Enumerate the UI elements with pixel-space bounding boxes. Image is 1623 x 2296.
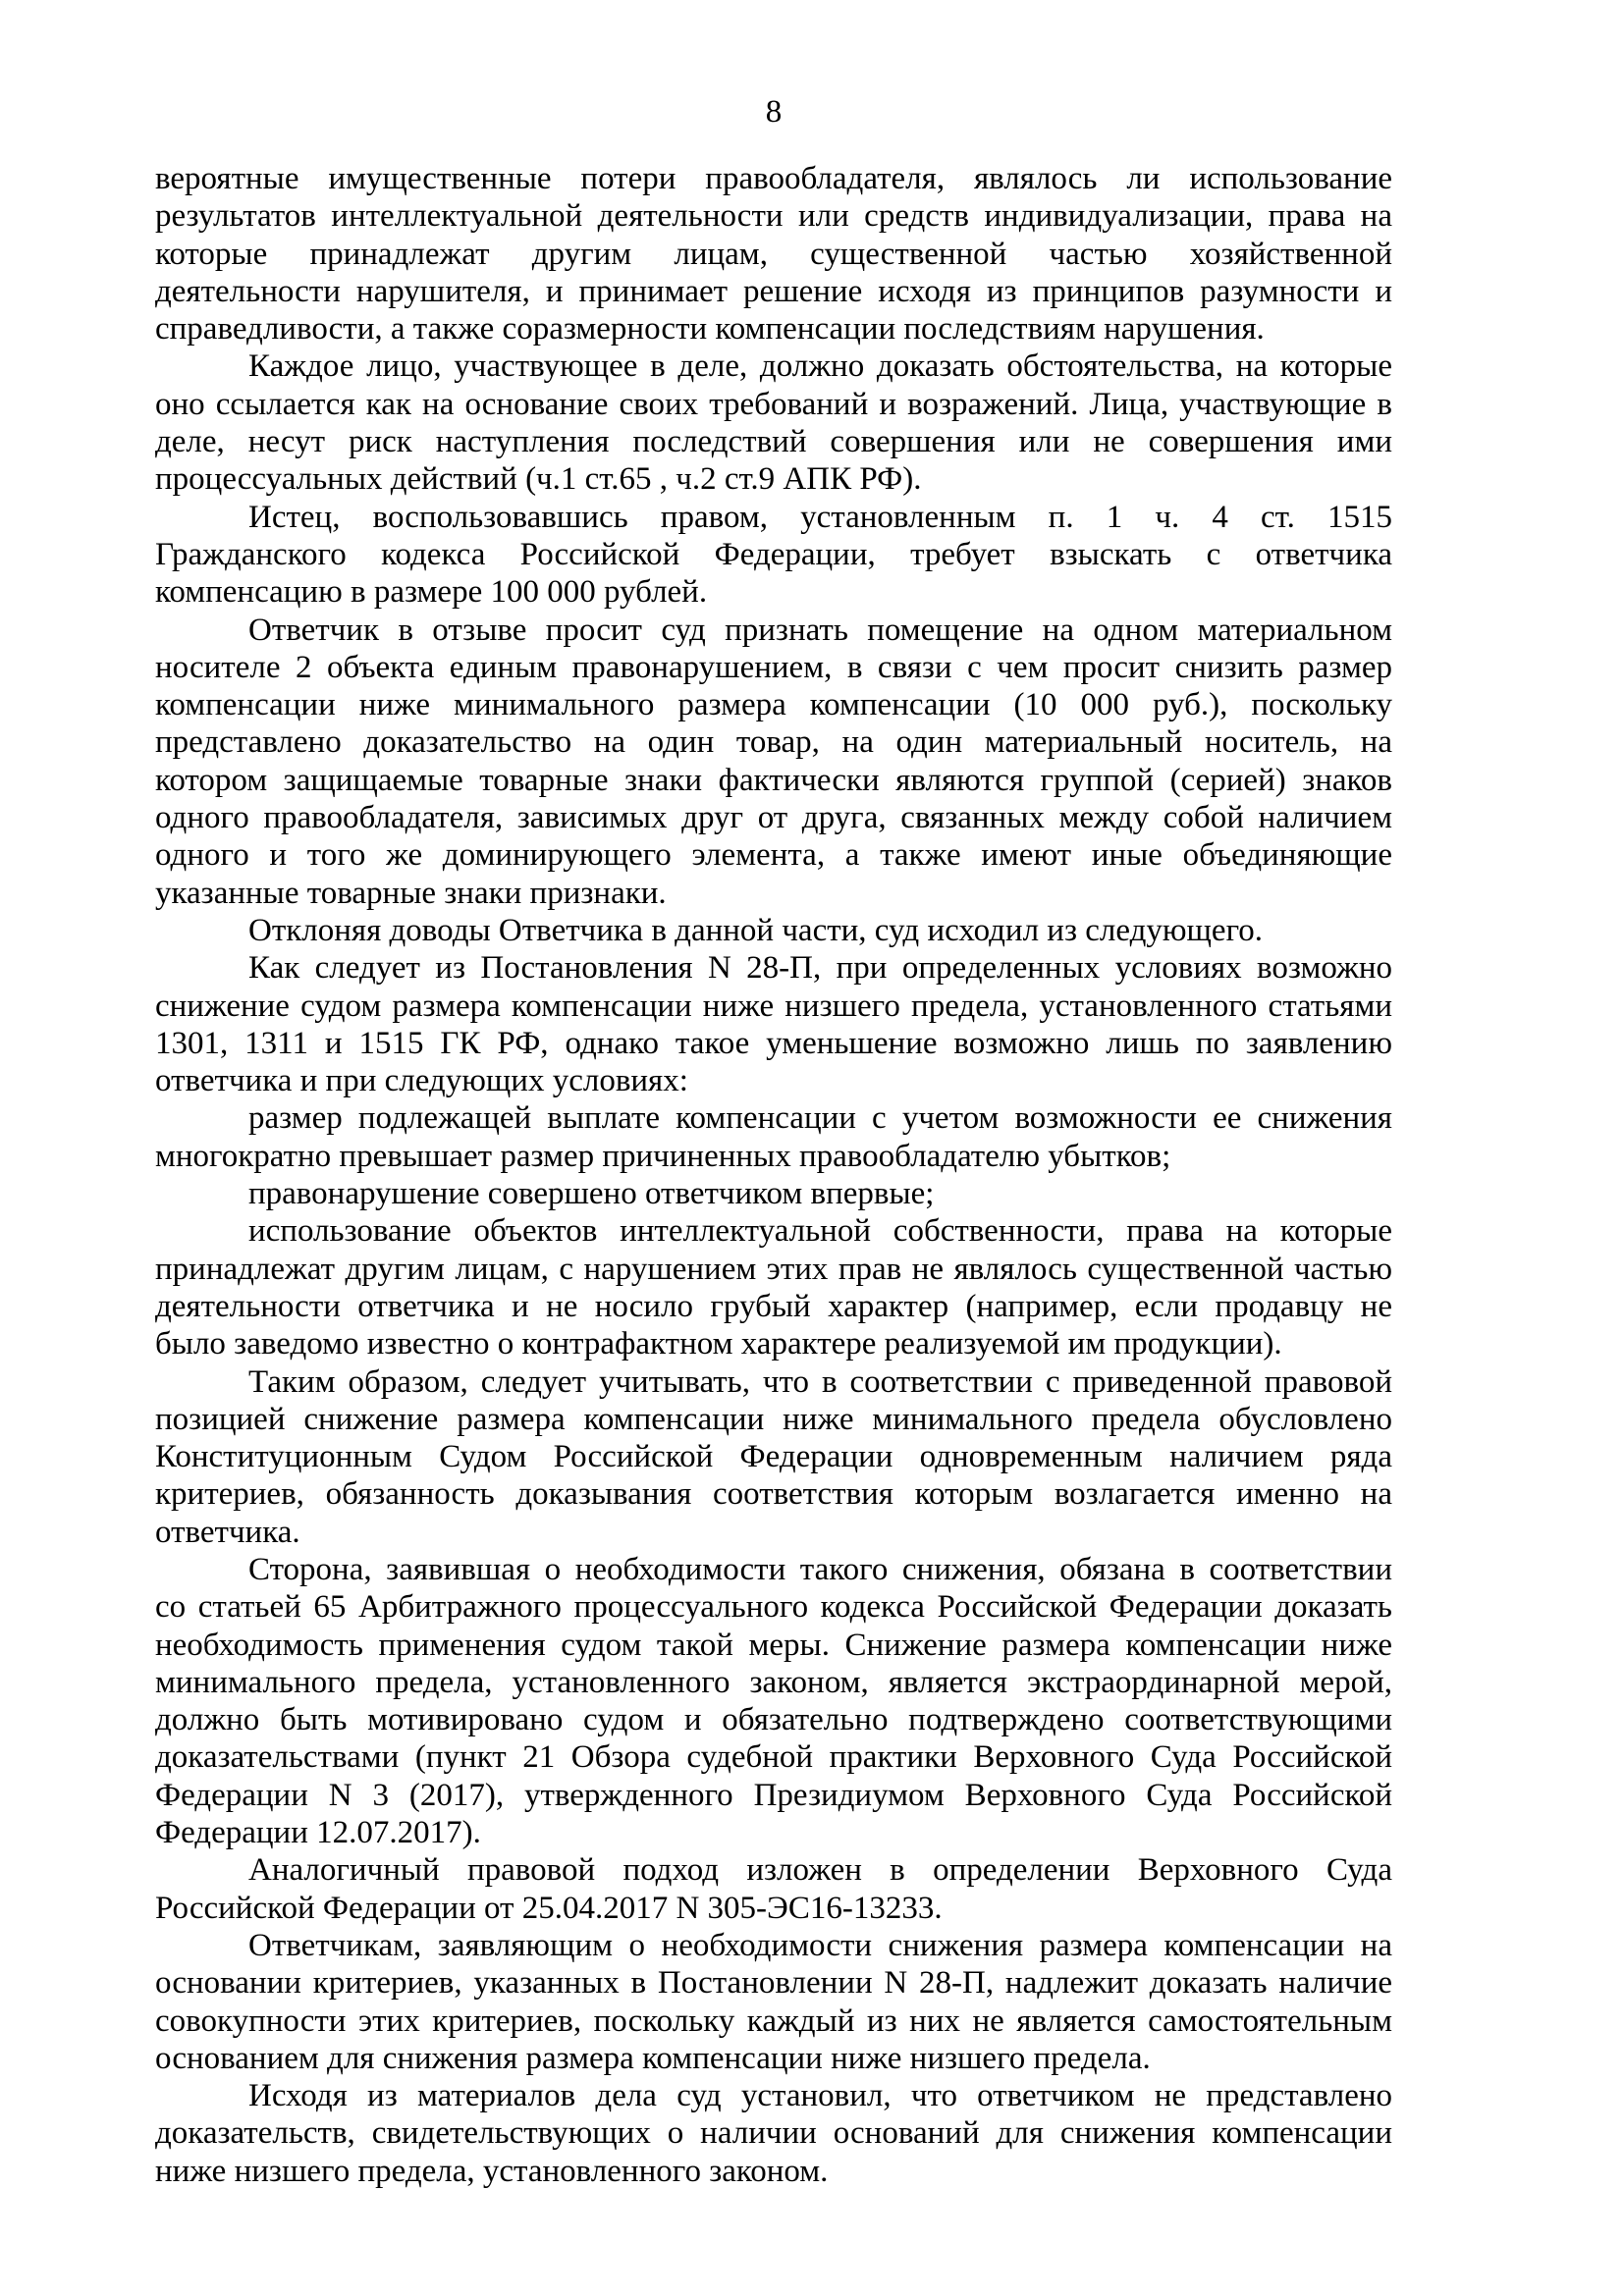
paragraph	[155, 1099, 1392, 1175]
text-line: деятельности ответчика и не носило грубый характер (например, если продавцу не	[155, 1288, 1392, 1324]
paragraph	[155, 1175, 1392, 1212]
text-line: Сторона, заявившая о необходимости такого снижения, обязана в соответствии	[248, 1551, 1392, 1587]
text-line: представлено доказательство на один товар, на один материальный носитель, на	[155, 724, 1392, 761]
text-line: Федерации 12.07.2017).	[155, 1815, 481, 1851]
text-line: Российской Федерации от 25.04.2017 N 305-ЭС16-13233.	[155, 1890, 943, 1926]
text-line: принадлежат другим лицам, с нарушением этих прав не являлось существенной частью	[155, 1251, 1392, 1287]
text-line: ответчика и при следующих условиях:	[155, 1063, 688, 1099]
paragraph	[155, 1212, 1392, 1362]
text-line: основанием для снижения размера компенсации ниже низшего предела.	[155, 2040, 1151, 2076]
text-line: Как следует из Постановления N 28-П, при определенных условиях возможно	[248, 950, 1392, 987]
text-line: Исходя из материалов дела суд установил, что ответчиком не представлено	[248, 2078, 1392, 2114]
text-line: Ответчик в отзыве просит суд признать помещение на одном материальном	[248, 612, 1392, 648]
text-line: необходимость применения судом такой меры. Снижение размера компенсации ниже	[155, 1627, 1392, 1663]
text-line: носителе 2 объекта единым правонарушением, в связи с чем просит снизить размер	[155, 649, 1392, 685]
paragraph	[155, 499, 1392, 612]
text-line: деятельности нарушителя, и принимает решение исходя из принципов разумности и	[155, 273, 1392, 309]
text-line: критериев, обязанность доказывания соответствия которым возлагается именно на	[155, 1476, 1392, 1513]
text-line: вероятные имущественные потери правообладателя, являлось ли использование	[155, 161, 1392, 196]
text-line: Отклоняя доводы Ответчика в данной части, суд исходил из следующего.	[248, 912, 1264, 948]
text-line: позицией снижение размера компенсации ниже минимального предела обусловлено	[155, 1401, 1392, 1437]
text-line: одного правообладателя, зависимых друг от друга, связанных между собой наличием	[155, 800, 1392, 836]
text-line: компенсацию в размере 100 000 рублей.	[155, 574, 708, 611]
text-line: справедливости, а также соразмерности компенсации последствиям нарушения.	[155, 311, 1265, 347]
text-line: со статьей 65 Арбитражного процессуального кодекса Российской Федерации доказать	[155, 1589, 1392, 1626]
text-line: доказательствами (пункт 21 Обзора судебной практики Верховного Суда Российской	[155, 1739, 1392, 1776]
text-line: указанные товарные знаки признаки.	[155, 875, 667, 911]
text-line: правонарушение совершено ответчиком впервые;	[248, 1176, 935, 1212]
text-line: ниже низшего предела, установленного законом.	[155, 2153, 829, 2189]
text-line: доказательств, свидетельствующих о наличии оснований для снижения компенсации	[155, 2115, 1392, 2152]
text-line: Конституционным Судом Российской Федерации одновременным наличием ряда	[155, 1439, 1392, 1475]
paragraph	[155, 949, 1392, 1099]
text-line: оно ссылается как на основание своих требований и возражений. Лица, участвующие в	[155, 386, 1392, 422]
paragraph	[155, 1363, 1392, 1551]
paragraph	[155, 1851, 1392, 1927]
text-line: Федерации N 3 (2017), утвержденного Президиумом Верховного Суда Российской	[155, 1777, 1392, 1813]
text-line: результатов интеллектуальной деятельности или средств индивидуализации, права на	[155, 198, 1392, 235]
text-line: Таким образом, следует учитывать, что в соответствии с приведенной правовой	[248, 1363, 1392, 1400]
text-line: деле, несут риск наступления последствий совершения или не совершения ими	[155, 424, 1392, 460]
text-line: снижение судом размера компенсации ниже низшего предела, установленного статьями	[155, 988, 1392, 1024]
text-line: Аналогичный правовой подход изложен в определении Верховного Суда	[248, 1852, 1392, 1889]
text-line: Каждое лицо, участвующее в деле, должно доказать обстоятельства, на которые	[248, 348, 1392, 385]
text-line: использование объектов интеллектуальной собственности, права на которые	[248, 1213, 1392, 1250]
paragraph	[155, 912, 1392, 949]
text-line: было заведомо известно о контрафактном характере реализуемой им продукции).	[155, 1326, 1282, 1362]
text-line: которые принадлежат другим лицам, существенной частью хозяйственной	[155, 236, 1392, 272]
text-line: минимального предела, установленного законом, является экстраординарной мерой,	[155, 1664, 1392, 1700]
text-line: одного и того же доминирующего элемента, а также имеют иные объединяющие	[155, 837, 1392, 874]
text-line: Истец, воспользовавшись правом, установленным п. 1 ч. 4 ст. 1515	[248, 499, 1392, 535]
document-body	[155, 160, 1392, 2190]
paragraph	[155, 1551, 1392, 1851]
text-line: котором защищаемые товарные знаки фактически являются группой (серией) знаков	[155, 762, 1392, 798]
paragraph	[155, 347, 1392, 498]
text-line: ответчика.	[155, 1514, 300, 1550]
text-line: процессуальных действий (ч.1 ст.65 , ч.2 ст.9 АПК РФ).	[155, 461, 922, 498]
text-line: многократно превышает размер причиненных правообладателю убытков;	[155, 1138, 1171, 1174]
text-line: основании критериев, указанных в Постановлении N 28-П, надлежит доказать наличие	[155, 1965, 1392, 2002]
page-number: 8	[765, 94, 783, 130]
paragraph	[155, 2077, 1392, 2190]
text-line: размер подлежащей выплате компенсации с учетом возможности ее снижения	[248, 1100, 1392, 1137]
paragraph	[155, 612, 1392, 912]
paragraph	[155, 160, 1392, 347]
text-line: Гражданского кодекса Российской Федерации, требует взыскать с ответчика	[155, 536, 1392, 572]
text-line: 1301, 1311 и 1515 ГК РФ, однако такое уменьшение возможно лишь по заявлению	[155, 1025, 1392, 1061]
text-line: должно быть мотивировано судом и обязательно подтверждено соответствующими	[155, 1702, 1392, 1738]
text-line: совокупности этих критериев, поскольку каждый из них не является самостоятельным	[155, 2002, 1392, 2039]
text-line: компенсации ниже минимального размера компенсации (10 000 руб.), поскольку	[155, 687, 1392, 723]
paragraph	[155, 1927, 1392, 2077]
text-line: Ответчикам, заявляющим о необходимости снижения размера компенсации на	[248, 1927, 1392, 1963]
